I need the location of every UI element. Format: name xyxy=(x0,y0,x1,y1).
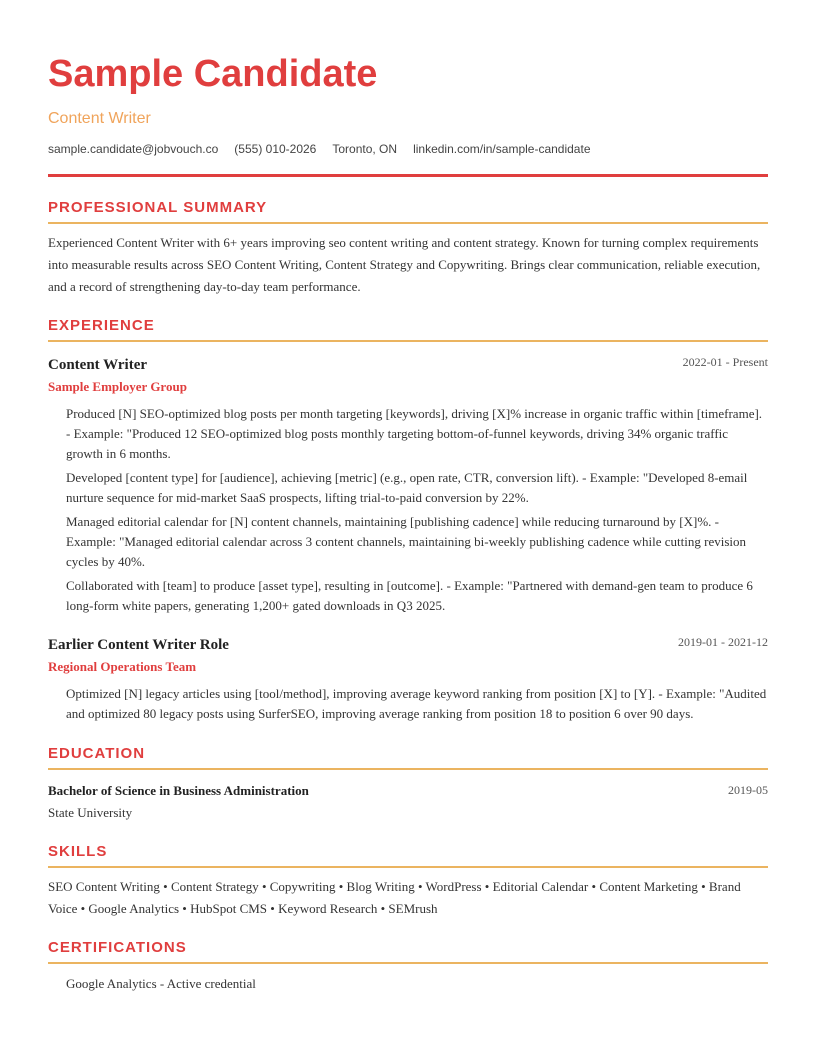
contact-phone: (555) 010-2026 xyxy=(234,142,317,156)
skills-text: SEO Content Writing • Content Strategy • Copywriting • Blog Writing • WordPress • Editorial Calendar • Content Marketing • Brand Voice • Google Analytics • HubSpot CMS • Keyword Research • SEMrush xyxy=(48,879,741,916)
job-title: Earlier Content Writer Role xyxy=(48,637,229,653)
certifications-heading: CERTIFICATIONS xyxy=(48,939,187,956)
experience-heading: EXPERIENCE xyxy=(48,317,155,334)
summary-text: Experienced Content Writer with 6+ years improving seo content writing and content strategy. Known for turning complex requirements into measurable results across SEO Content Writing, Content Strategy and Copywriting. Brings clear communication, reliable execution, and a record of strengthening day-to-day team performance. xyxy=(48,235,761,294)
education-heading: EDUCATION xyxy=(48,745,146,762)
job-dates: 2019-01 - 2021-12 xyxy=(678,635,768,649)
list-item: Managed editorial calendar for [N] content channels, maintaining [publishing cadence] while reducing turnaround by [X]%. - Example: "Managed editorial calendar across 3 content channels, maintaining bi-weekly publishing cadence while cutting revision cycles by 40%. xyxy=(66,514,747,569)
skills-heading: SKILLS xyxy=(48,843,108,860)
summary-divider xyxy=(48,222,768,224)
contact-line xyxy=(48,141,591,157)
list-item: Optimized [N] legacy articles using [tool/method], improving average keyword ranking from position [X] to [Y]. - Example: "Audited and optimized 80 legacy posts using SurferSEO, improving average ranking from position 18 to position 6 over 90 days. xyxy=(66,686,767,721)
list-item: Produced [N] SEO-optimized blog posts per month targeting [keywords], driving [X]% increase in organic traffic within [timeframe]. - Example: "Produced 12 SEO-optimized blog posts monthly targeting bottom-of-funnel keywords, driving 34% organic traffic growth in 6 months. xyxy=(66,406,763,461)
contact-linkedin: linkedin.com/in/sample-candidate xyxy=(413,142,591,156)
experience-divider xyxy=(48,340,768,342)
header-divider xyxy=(48,174,768,177)
candidate-role: Content Writer xyxy=(48,110,151,127)
education-school: State University xyxy=(48,805,133,820)
education-degree: Bachelor of Science in Business Administration xyxy=(48,783,309,798)
list-item: Collaborated with [team] to produce [asset type], resulting in [outcome]. - Example: "Partnered with demand-gen team to produce 6 long-form white papers, generating 1,200+ gated downloads in Q3 2025. xyxy=(66,578,753,613)
education-date: 2019-05 xyxy=(728,783,768,797)
list-item: Developed [content type] for [audience], achieving [metric] (e.g., open rate, CTR, conversion lift). - Example: "Developed 8-email nurture sequence for mid-market SaaS prospects, lifting trial-to-paid conversion by 22%. xyxy=(66,470,748,505)
contact-email: sample.candidate@jobvouch.co xyxy=(48,142,219,156)
job-employer: Regional Operations Team xyxy=(48,659,197,674)
education-divider xyxy=(48,768,768,770)
summary-heading: PROFESSIONAL SUMMARY xyxy=(48,199,268,216)
skills-divider xyxy=(48,866,768,868)
list-item: Google Analytics - Active credential xyxy=(66,976,256,991)
job-bullets xyxy=(66,404,768,620)
candidate-name: Sample Candidate xyxy=(48,53,378,95)
job-bullets xyxy=(66,684,768,728)
contact-location: Toronto, ON xyxy=(332,142,398,156)
certifications-list xyxy=(66,974,768,998)
job-dates: 2022-01 - Present xyxy=(682,355,768,369)
job-employer: Sample Employer Group xyxy=(48,379,187,394)
job-title: Content Writer xyxy=(48,357,148,373)
certifications-divider xyxy=(48,962,768,964)
